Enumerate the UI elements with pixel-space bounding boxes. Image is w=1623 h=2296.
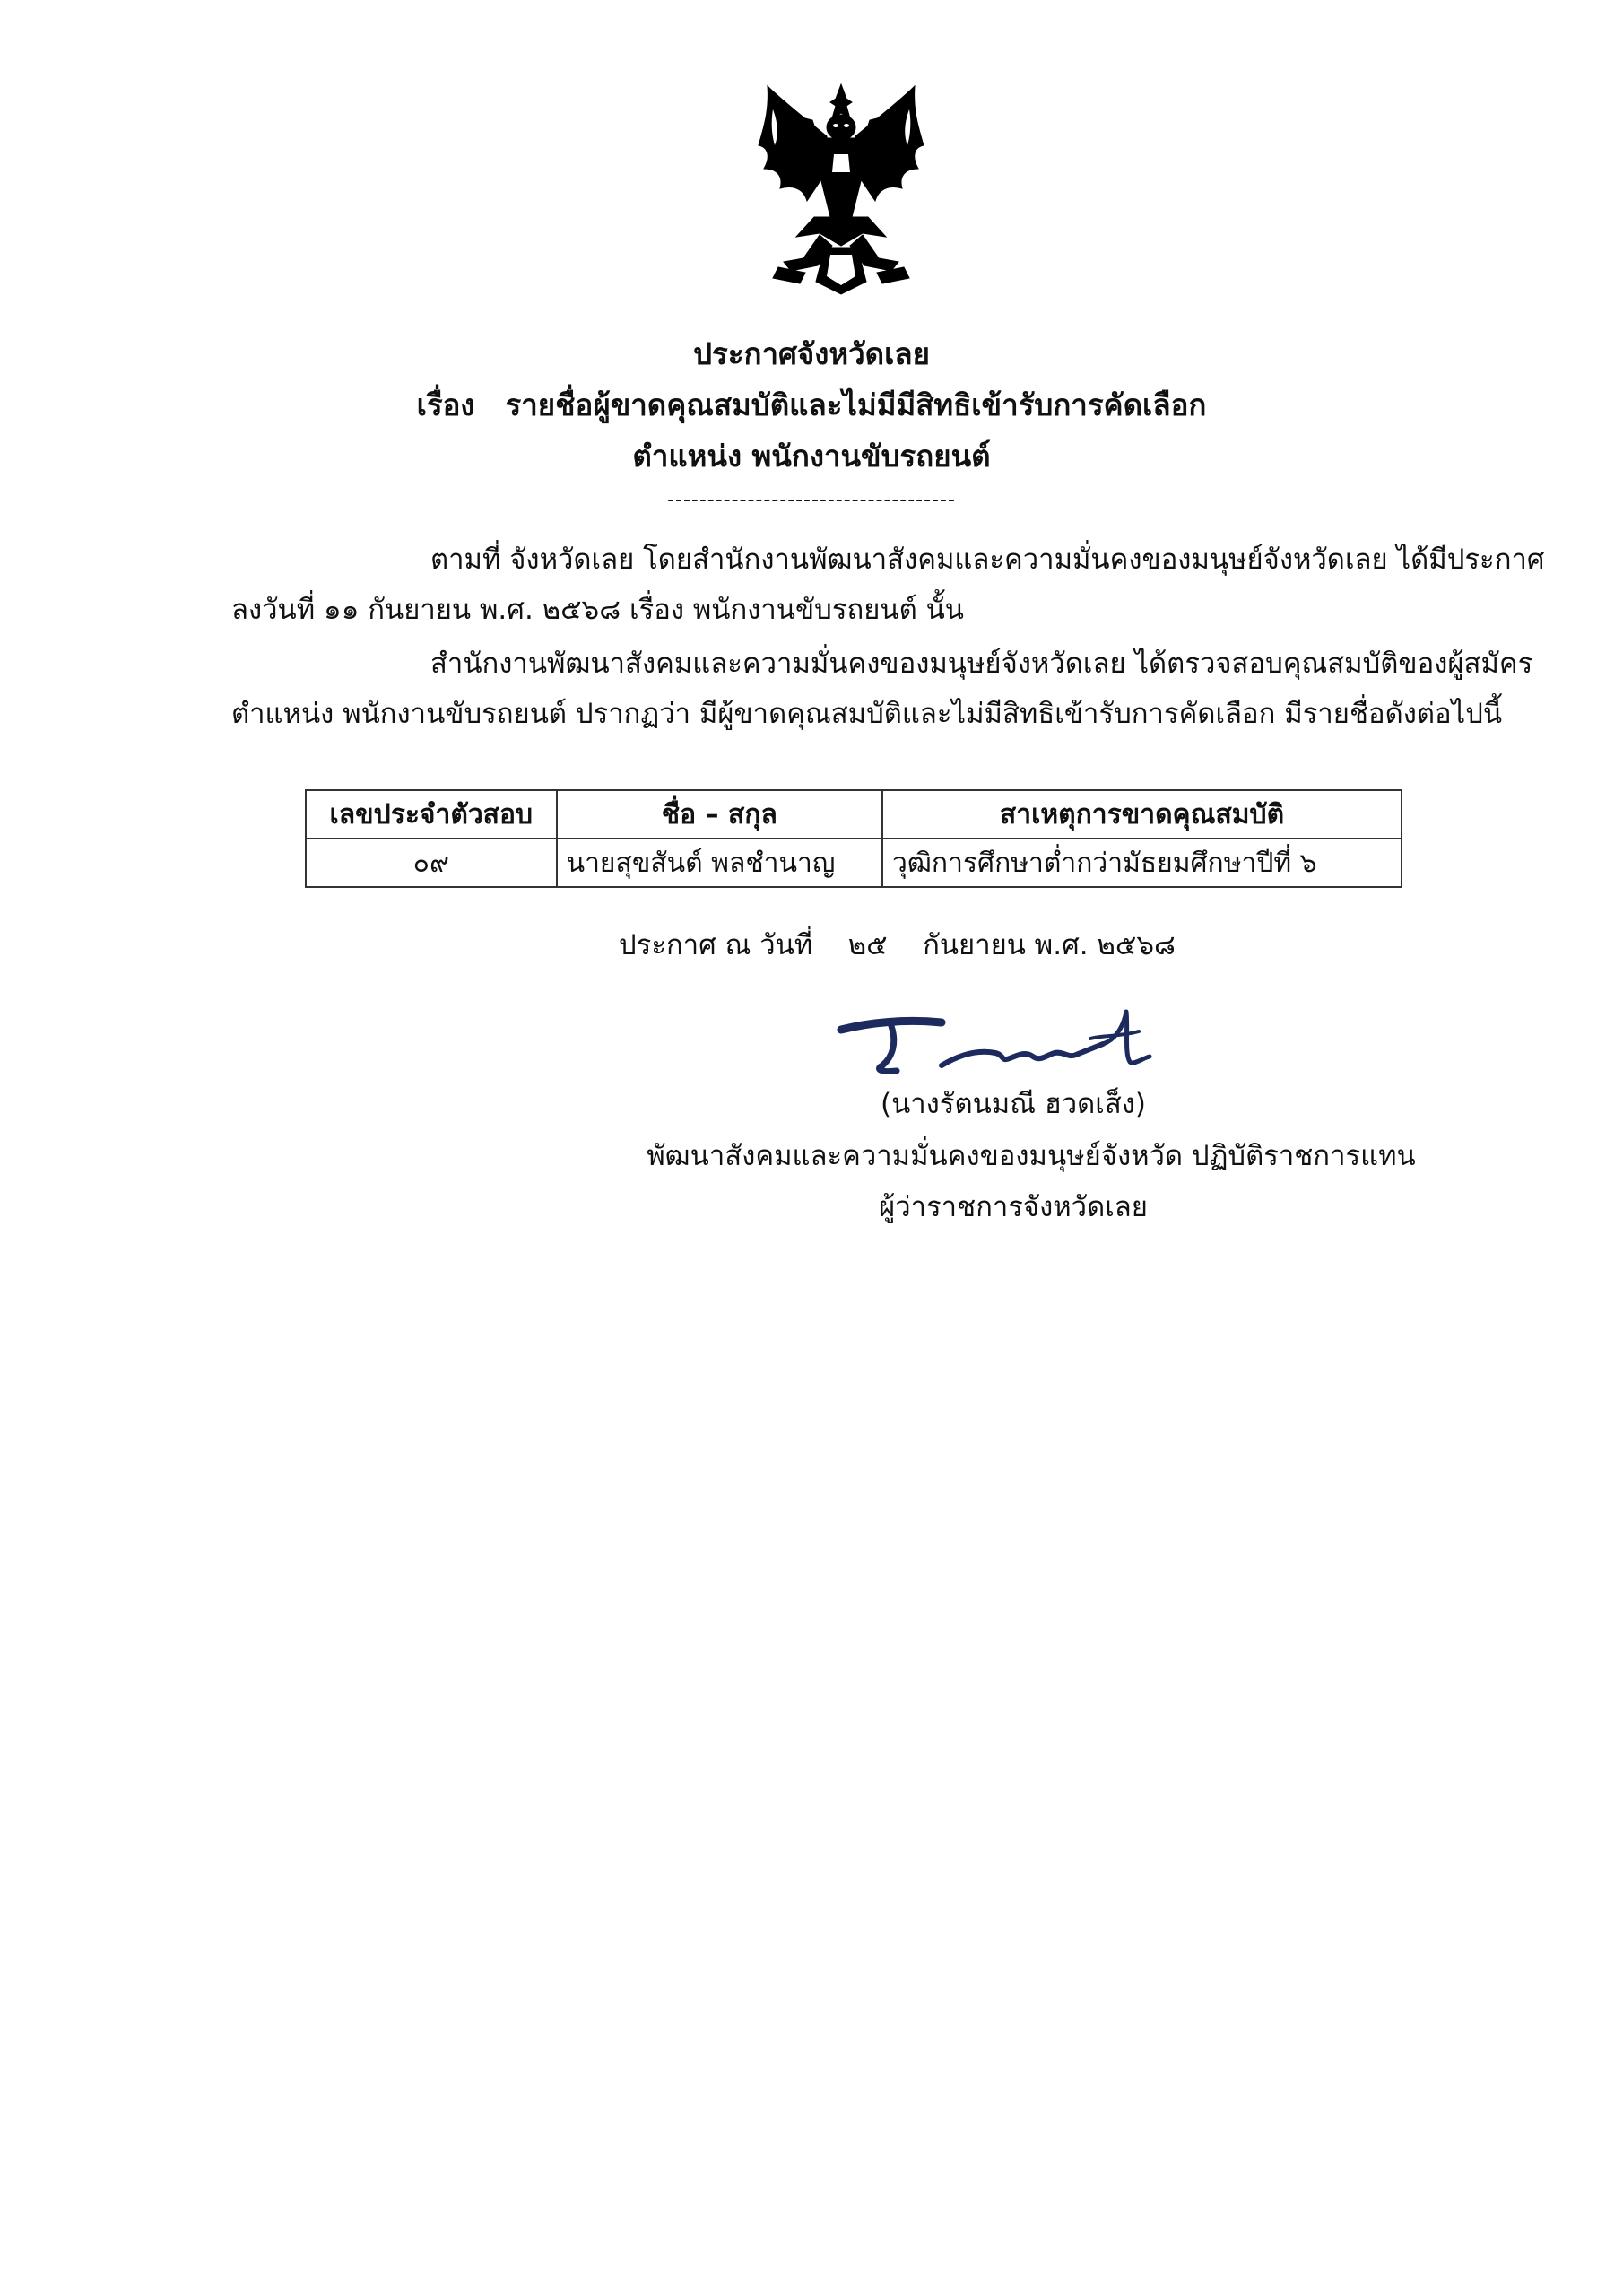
paragraph-reference: [231, 535, 1545, 635]
signatory-name: (นางรัตนมณี ฮวดเส็ง): [880, 1088, 1147, 1120]
header-full-name: ชื่อ – สกุล: [557, 790, 882, 839]
page-title: ประกาศจังหวัดเลย: [693, 336, 930, 371]
cell-full-name: นายสุขสันต์ พลชำนาญ: [557, 839, 882, 887]
signature-image: [834, 1003, 1175, 1085]
signatory-on-behalf: ผู้ว่าราชการจังหวัดเลย: [879, 1191, 1148, 1223]
garuda-emblem-icon: [751, 83, 931, 298]
header-exam-id: เลขประจำตัวสอบ: [306, 790, 557, 839]
paragraph-findings: [231, 639, 1533, 739]
cell-reason: วุฒิการศึกษาต่ำกว่ามัธยมศึกษาปีที่ ๖: [882, 839, 1402, 887]
subject-line: [0, 381, 1623, 429]
table-row: [306, 839, 1402, 887]
subject-label: เรื่อง: [416, 387, 475, 422]
paragraph-line: ลงวันที่ ๑๑ กันยายน พ.ศ. ๒๕๖๘ เรื่อง พนักงานขับรถยนต์ นั้น: [231, 594, 964, 626]
separator-line: ------------------------------------: [667, 489, 956, 511]
position-line: ตำแหน่ง พนักงานขับรถยนต์: [632, 439, 991, 474]
paragraph-line: สำนักงานพัฒนาสังคมและความมั่นคงของมนุษย์จังหวัดเลย ได้ตรวจสอบคุณสมบัติของผู้สมัคร: [430, 648, 1533, 680]
signatory-title: พัฒนาสังคมและความมั่นคงของมนุษย์จังหวัด ปฏิบัติราชการแทน: [647, 1140, 1416, 1172]
cell-exam-id: ๐๙: [306, 839, 557, 887]
subject-text: รายชื่อผู้ขาดคุณสมบัติและไม่มีมีสิทธิเข้ารับการคัดเลือก: [505, 387, 1207, 422]
header-reason: สาเหตุการขาดคุณสมบัติ: [882, 790, 1402, 839]
disqualified-table: [305, 789, 1402, 888]
paragraph-line: ตำแหน่ง พนักงานขับรถยนต์ ปรากฏว่า มีผู้ขาดคุณสมบัติและไม่มีสิทธิเข้ารับการคัดเลือก มีรายชื่อดังต่อไปนี้: [231, 698, 1503, 730]
paragraph-line: ตามที่ จังหวัดเลย โดยสำนักงานพัฒนาสังคมและความมั่นคงของมนุษย์จังหวัดเลย ได้มีประกาศ: [430, 544, 1545, 576]
table-header-row: [306, 790, 1402, 839]
announcement-date: ประกาศ ณ วันที่ ๒๕ กันยายน พ.ศ. ๒๕๖๘: [619, 929, 1176, 961]
